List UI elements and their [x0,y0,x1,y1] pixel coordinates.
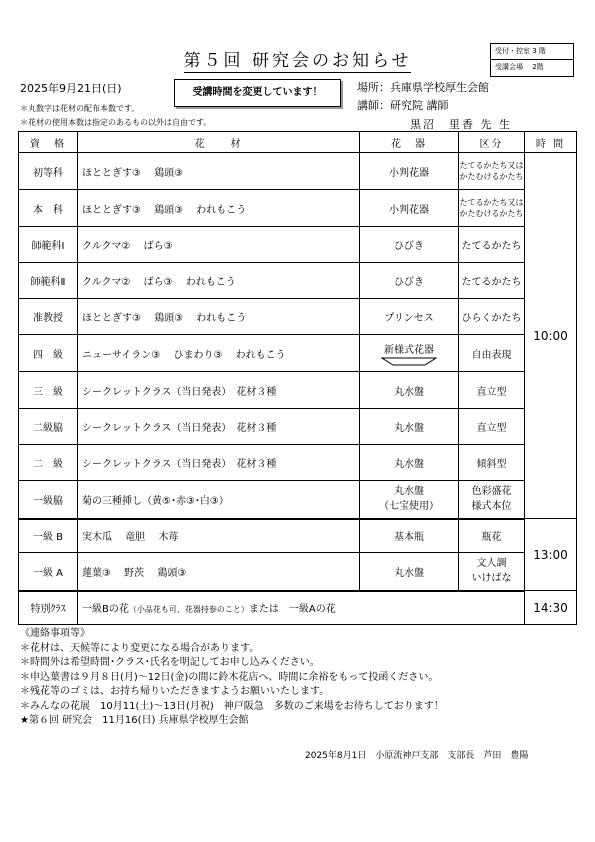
vase-label: 新様式花器 [384,344,434,356]
reception-line: 受付・控室 3 階 [495,47,546,55]
special-class-row [19,591,577,625]
vase-cell: 基本瓶 [360,519,459,553]
page-title: 第５回 研究会のお知らせ [183,51,412,71]
grade-cell: 師範科Ⅰ [19,227,78,263]
grade-cell: 初等科 [19,153,78,190]
special-tail: または 一級Aの花 [248,604,336,616]
table-row [19,153,577,190]
table-row [19,481,577,519]
vase-cell [360,335,459,372]
style-cell: 直立型 [459,409,525,445]
schedule-table [18,131,577,625]
vase-cell: 丸水盤 [360,409,459,445]
materials-cell: シークレットクラス（当日発表） 花材３種 [78,372,360,409]
event-date: 2025年9月21日(日) [20,82,122,95]
time-cell: 10:00 [525,153,577,519]
header-materials: 花 材 [78,132,360,153]
special-materials-cell [78,591,525,625]
time-cell: 13:00 [525,519,577,591]
note-item: ＊残花等のゴミは、お持ち帰りいただきますようお願いいたします。 [20,686,330,697]
vase-cell: 丸水盤 [360,553,459,591]
style-cell: 直立型 [459,372,525,409]
grade-cell: 二級脇 [19,409,78,445]
table-row [19,227,577,263]
venue-floor-line: 受講会場 2階 [491,59,573,75]
materials-cell: クルクマ② ばら③ われもこう [78,263,360,299]
grade-cell: 師範科Ⅱ [19,263,78,299]
table-row [19,190,577,227]
small-note: ＊花材の使用本数は指定のあるもの以外は自由です。 [20,118,212,127]
instructor-title: 講師：研究院 講師 [357,99,449,112]
table-row [19,409,577,445]
materials-cell: 菊の三種挿し（黄⑤･赤③･白③） [78,481,360,519]
materials-cell: 実木瓜 竜胆 木苺 [78,519,360,553]
style-cell: 瓶花 [459,519,525,553]
note-item: ＊申込葉書は９月８日(月)～12日(金)の間に鈴木花店へ、時間に余裕をもって投函ください。 [20,671,439,683]
materials-cell: シークレットクラス（当日発表） 花材３種 [78,445,360,481]
style-cell: 文人調 いけばな [459,553,525,591]
materials-cell: クルクマ② ばら③ [78,227,360,263]
venue: 場所：兵庫県学校厚生会館 [357,81,489,94]
notes-heading: 《連絡事項等》 [20,628,90,639]
grade-cell: 二 級 [19,445,78,481]
materials-cell: ほととぎす③ 鶏頭③ われもこう [78,299,360,335]
instructor-name: 黒沼 里香 先 生 [410,118,512,131]
trapezoid-vase-icon [381,357,437,366]
materials-cell: シークレットクラス（当日発表） 花材３種 [78,409,360,445]
table-row [19,553,577,591]
style-cell: たてるかたち [459,263,525,299]
special-note: （小品花も可、花器持参のこと） [128,605,249,615]
time-cell: 14:30 [525,591,577,625]
table-row [19,263,577,299]
style-cell: 色彩盛花 様式本位 [459,481,525,519]
vase-cell: ひびき [360,263,459,299]
reception-info-box [490,43,574,77]
note-item: ＊みんなの花展 10月11(土)～13日(月祝) 神戸阪急 多数のご来場をお待ちしております！ [20,700,444,712]
header-time: 時 間 [525,132,577,153]
table-row [19,445,577,481]
header-grade: 資 格 [19,132,78,153]
special-main: 一級Bの花 [82,604,129,616]
vase-cell: 丸水盤 [360,372,459,409]
note-item: ＊時間外は希望時間･クラス･氏名を明記してお申し込みください。 [20,657,320,668]
grade-cell: 一級 A [19,553,78,591]
style-cell: たてるかたち [459,227,525,263]
grade-cell: 本 科 [19,190,78,227]
grade-cell: 特別ｸﾗｽ [19,591,78,625]
style-cell: たてるかたち又は かたむけるかたち [459,153,525,190]
table-row [19,372,577,409]
materials-cell: 蓮葉③ 野茨 鶏頭③ [78,553,360,591]
grade-cell: 四 級 [19,335,78,372]
footer-signature: 2025年8月1日 小原流神戸支部 支部長 芦田 豊陽 [305,751,529,761]
style-cell: 傾斜型 [459,445,525,481]
style-cell: ひらくかたち [459,299,525,335]
table-row [19,335,577,372]
materials-cell: ニューサイラン③ ひまわり③ われもこう [78,335,360,372]
vase-cell: ひびき [360,227,459,263]
time-changed-notice: 受講時間を変更しています！ [174,79,341,107]
grade-cell: 一級脇 [19,481,78,519]
grade-cell: 三 級 [19,372,78,409]
next-meeting: ★第６回 研究会 11月16(日) 兵庫県学校厚生会館 [20,715,249,726]
vase-cell: 小判花器 [360,153,459,190]
materials-cell: ほととぎす③ 鶏頭③ われもこう [78,190,360,227]
vase-cell: 丸水盤 [360,445,459,481]
grade-cell: 一級 B [19,519,78,553]
header-vase: 花 器 [360,132,459,153]
table-row [19,299,577,335]
header-style: 区分 [459,132,525,153]
grade-cell: 准教授 [19,299,78,335]
vase-cell: 小判花器 [360,190,459,227]
style-cell: 自由表現 [459,335,525,372]
style-cell: たてるかたち又は かたむけるかたち [459,190,525,227]
table-row [19,519,577,553]
vase-cell: プリンセス [360,299,459,335]
vase-cell: 丸水盤 （七宝使用） [360,481,459,519]
small-note: ＊丸数字は花材の配布本数です。 [20,104,140,113]
notes-section [20,627,444,729]
note-item: ＊花材は、天候等により変更になる場合があります。 [20,642,260,654]
materials-cell: ほととぎす③ 鶏頭③ [78,153,360,190]
